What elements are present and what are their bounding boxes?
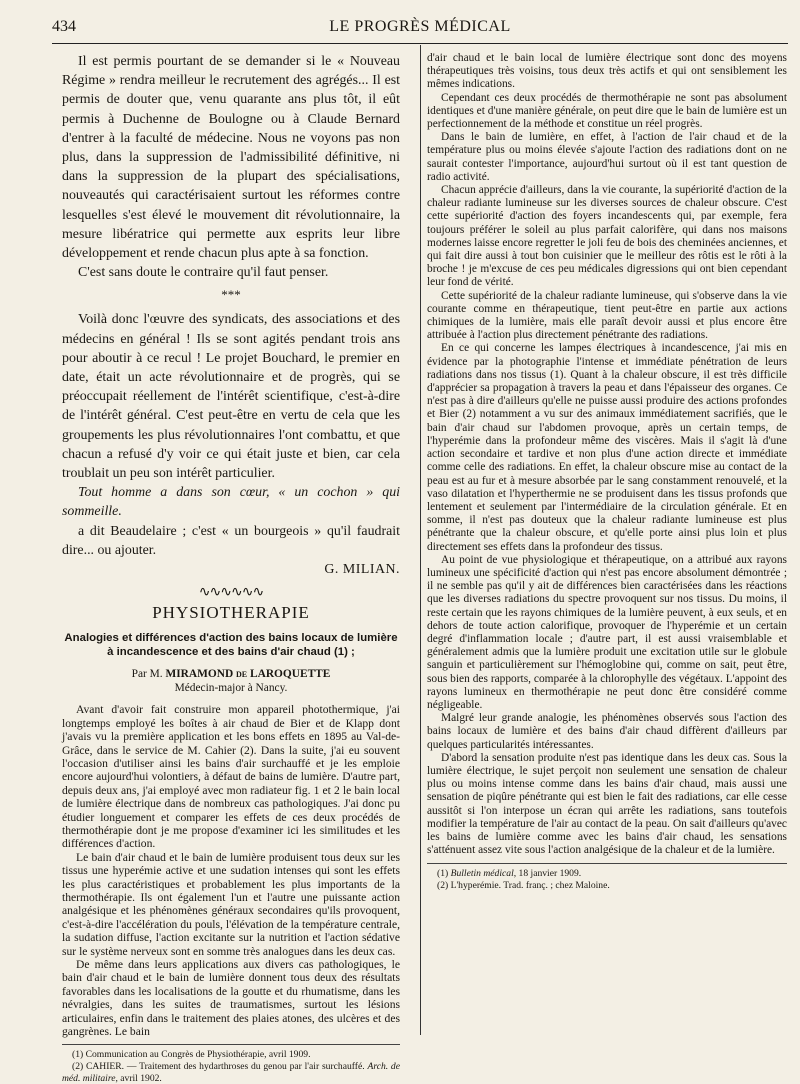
paragraph: Chacun apprécie d'ailleurs, dans la vie courante, la supériorité d'action de la chaleur radiante lumineuse sur les diverses sources de chaleur obscure. C'est cette supériorité d'action des foyers incandescents qui, par exemple, fera toujours préférer le soleil au plus parfait calorifère, qui dans nos maisons modernes laisse encore regretter le joli feu de bois des cheminées anciennes, et qui fait dire aussi à tout bon cuisinier que le meilleur des rôtis est le rôti à la broche ! je m'excuse de ces peu médicales digressions qui ont bien cependant leur fond de vérité. xyxy=(427,184,787,289)
paragraph: D'abord la sensation produite n'est pas identique dans les deux cas. Sous la lumière électrique, le sujet perçoit non seulement une sensation de chaleur plus ou moins intense comme dans les bains d'air chaud, mais aussi une sensation de piqûre pénétrante qui est bien le fait des radiations, car elle cesse aussitôt si l'on interpose un écran qui arrête les radiations, sans toutefois modifier la température de l'air au contact de la peau. On sait d'ailleurs qu'avec les bains de lumière comme avec les bains d'air chaud, les sensations s'atténuent assez vite sous l'action analgésique de la chaleur et de la lumière. xyxy=(427,751,787,857)
footnote xyxy=(62,1061,400,1084)
right-column xyxy=(427,52,787,892)
byline xyxy=(62,667,400,681)
paragraph: C'est sans doute le contraire qu'il faut penser. xyxy=(78,265,329,281)
journal-title: LE PROGRÈS MÉDICAL xyxy=(329,18,511,35)
byline-prefix: Par M. xyxy=(131,668,163,681)
footnote-date: , 18 janvier 1909. xyxy=(513,868,582,880)
footnote-journal: Bulletin médical xyxy=(450,868,514,880)
page-header xyxy=(52,16,788,38)
paragraph: En ce qui concerne les lampes électriques à incandescence, j'ai mis en évidence par la photographie l'intense et immédiate pénétration de leurs radiations dans nos tissus (1). Quant à la chaleur obscure, il est très difficile d'apprécier sa propagation à travers la peau et dans l'épaisseur des organes. Ce n'est pas à dire d'ailleurs qu'elle ne puisse aussi produire des actions profondes et Bier (2) notamment a vu sur des animaux immédiatement sacrifiés, que le bain d'air chaud sur l'abdomen provoque, après un certain temps, de l'hyperémie dans la profondeur même des viscères. Mais il s'agit là d'une action secondaire et tardive et non plus d'une action directe et immédiate comme celle des radiations. En effet, la chaleur obscure mise au contact de la peau est au fur et à mesure absorbée par le sang constamment renouvelé, et la vaso dilatation et l'hyperthermie ne se produisent dans les tissus profonds que lentement et seulement par l'intermédiaire de la circulation générale. Et en somme, il n'est pas douteux que la chaleur radiante lumineuse est plus pénétrante que la chaleur obscure, et qu'elle porte ainsi plus loin et plus directement ses effets dans la profondeur des tissus. xyxy=(427,342,787,553)
paragraph: Voilà donc l'œuvre des syndicats, des associations et des médecins en général ! Ils se sont agités pendant trois ans pour aboutir à ce recul ! Le projet Bouchard, le premier en date, était un acte révolutionnaire et de progrès, qui se préoccupait réellement de l'intérêt scientifique, c'est-à-dire de l'intérêt général. C'est peut-être en vertu de cela que les groupements les plus révolutionnaires l'ont combattu, et que chacun a refusé d'y voir ce qui était juste et bien, car cela troublait un peu son intérêt particulier. xyxy=(62,312,400,482)
footnote-journal: Arch. de méd. militaire xyxy=(62,1061,400,1084)
article-title: Analogies et différences d'action des bains locaux de lumière à incandescence et des bains d'air chaud (1) ; xyxy=(64,632,398,659)
footnote: (1) Communication au Congrès de Physiothérapie, avril 1909. xyxy=(72,1049,311,1061)
author-signature: G. MILIAN. xyxy=(324,562,400,578)
section-heading: PHYSIOTHERAPIE xyxy=(152,603,310,623)
footnote: (2) L'hyperémie. Trad. franç. ; chez Maloine. xyxy=(437,879,610,891)
footnote-rule xyxy=(62,1044,400,1045)
footnote xyxy=(427,868,787,880)
footnote-text: (2) CAHIER. — Traitement des hydarthroses du genou par l'air surchauffé. xyxy=(72,1061,365,1073)
paragraph: Il est permis pourtant de se demander si le « Nouveau Régime » rendra meilleur le recrutement des agrégés... Il est permis de douter que, venu quarante ans plus tôt, il eût permis à Duchenne de Boulogne ou à Claude Bernard d'entrer à la faculté de médecine. Nous ne voyons pas non plus, dans la suppression de l'admissibilité définitive, ni dans la suppression de la plupart des spécialisations, nouveautés qui caractérisaient surtout les réformes contre lesquelles s'est élevé le mouvement dit révolutionnaire, la mesure libératrice qui permette aux esprits leur libre développement et rende chacun plus apte à sa fonction. xyxy=(62,54,400,262)
paragraph: Dans le bain de lumière, en effet, à l'action de l'air chaud et de la température plus ou moins élevée s'ajoute l'action des radiations dont on ne saurait contester l'importance, aujourd'hui surtout où il est tant question de radio activité. xyxy=(427,131,787,183)
ornament-divider: ∿∿∿∿∿∿ xyxy=(198,585,264,601)
paragraph: d'air chaud et le bain local de lumière électrique sont donc des moyens thérapeutiques très voisins, tous deux très actifs et qui ont sensiblement les mêmes indications. xyxy=(427,52,787,91)
paragraph: Le bain d'air chaud et le bain de lumière produisent tous deux sur les tissus une hyperémie active et une sudation intenses qui sont les effets les plus caractéristiques et probablement les plus importants de la thermothérapie. Ils ont également l'un et l'autre une puissante action analgésique et les phénomènes généraux secondaires qu'ils provoquent, c'est-à-dire l'accélération du pouls, l'élévation de la température centrale, la sudation diffuse, l'action excitante sur la nutrition et l'action sédative sur le système nerveux sont en somme très analogues dans les deux cas. xyxy=(62,850,400,958)
attribution-text: a dit Beaudelaire ; c'est « un bourgeois » qu'il faudrait dire... ou ajouter. xyxy=(62,523,400,558)
paragraph: Au point de vue physiologique et thérapeutique, on a attribué aux rayons lumineux une spécificité d'action qui n'est pas encore absolument démontrée ; il ne semble pas qu'il y ait de différences bien caractérisées dans les réactions que les diverses radiations du spectre provoquent sur nos tissus. Du moins, il reste certain que les rayons chimiques de la lumière peuvent, à eux seuls, et en dehors de toute action calorifique, provoquer de l'hyperémie et un certain degré d'inflammation locale ; d'autre part, il est aussi vraisemblable et généralement admis que la lumière produit une excitation utile sur le globule sanguin et particulièrement sur l'hémoglobine qui, comme on sait, peut être, sous bien des rapports, comparée à la chlorophylle des végétaux. L'appoint des rayons lumineux en thermothérapie ne peut donc être considéré comme négligeable. xyxy=(427,553,787,711)
paragraph: Avant d'avoir fait construire mon appareil photothermique, j'ai longtemps employé les boîtes à air chaud de Bier et de Klapp dont j'avais vu la première application et les bons effets en 1895 au Val-de-Grâce, dans le service de M. Cahier (2). Dans la suite, j'ai eu souvent l'occasion d'utiliser ainsi les bains d'air surchauffé et je les emploie encore aujourd'hui volontiers, à défaut de bains de lumière. D'autre part, depuis deux ans, j'ai employé avec mon radiateur fig. 1 et 2 le bain local de lumière électrique dans de nombreux cas pathologiques. J'ai donc pu étudier longuement et comparer les effets de ces deux procédés de thermothérapie dont je me propose d'examiner ici les similitudes et les différences d'action. xyxy=(62,703,400,851)
paragraph: De même dans leurs applications aux divers cas pathologiques, le bain d'air chaud et le bain de lumière donnent tous deux des résultats favorables dans les localisations de la goutte et du rhumatisme, dans les névralgies, dans les suites de traumatismes, surtout les lésions articulaires, enfin dans le traitement des plaies atones, des ulcères et des gangrènes. Le bain xyxy=(62,958,400,1039)
footnote-number: (1) xyxy=(437,868,449,880)
signature-line xyxy=(62,560,400,579)
page-number: 434 xyxy=(52,18,76,35)
paragraph: Malgré leur grande analogie, les phénomènes observés sous l'action des bains locaux de lumière et des bains d'air chaud diffèrent d'ailleurs par quelques particularités intéressantes. xyxy=(427,712,787,751)
author-affiliation: Médecin-major à Nancy. xyxy=(174,682,288,695)
article-author: MIRAMOND de LAROQUETTE xyxy=(165,668,331,681)
footnote-date: , avril 1902. xyxy=(115,1072,162,1084)
header-rule xyxy=(52,43,788,44)
paragraph: Cependant ces deux procédés de thermothérapie ne sont pas absolument identiques et d'une manière générale, on peut dire que le bain de lumière est un perfectionnement de la méthode et constitue un réel progrès. xyxy=(427,91,787,131)
paragraph: Cette supériorité de la chaleur radiante lumineuse, qui s'observe dans la vie courante comme en thérapeutique, tient peut-être en partie aux actions chimiques de la lumière, mais elle paraît devoir aussi et plus encore être attribuée à l'action plus directement pénétrante des radiations. xyxy=(427,289,787,342)
left-column xyxy=(62,52,400,1084)
quotation: Tout homme a dans son cœur, « un cochon » qui sommeille. xyxy=(62,485,400,520)
section-separator: *** xyxy=(221,287,241,303)
footnote-rule xyxy=(427,863,787,864)
column-divider xyxy=(420,45,421,1035)
